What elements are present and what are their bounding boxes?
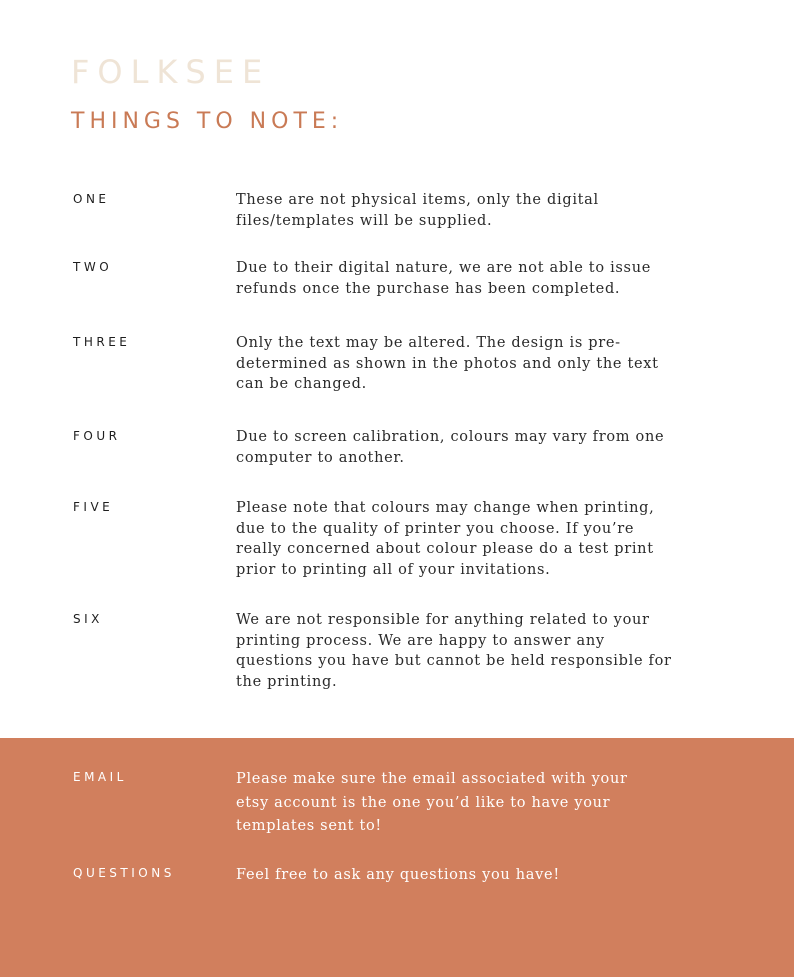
note-label: TWO — [73, 260, 113, 274]
contact-band — [0, 738, 794, 977]
contact-text: Feel free to ask any questions you have! — [236, 867, 560, 883]
contact-label: QUESTIONS — [73, 866, 175, 880]
note-label: FIVE — [73, 500, 114, 514]
note-label: FOUR — [73, 429, 121, 443]
contact-label: EMAIL — [73, 770, 127, 784]
note-text: Only the text may be altered. The design is pre-determined as shown in the photos and only the text can be changed. — [236, 335, 659, 393]
note-text: These are not physical items, only the digital files/templates will be supplied. — [236, 192, 599, 229]
brand-logo: FOLKSEE — [71, 53, 271, 91]
contact-text: Please make sure the email associated with your etsy account is the one you’d like to have your templates sent to! — [236, 771, 628, 834]
note-label: THREE — [73, 335, 131, 349]
note-text: Please note that colours may change when printing, due to the quality of printer you choose. If you’re really concerned about colour please do a test print prior to printing all of your invitations. — [236, 500, 655, 578]
note-text: We are not responsible for anything related to your printing process. We are happy to answer any questions you have but cannot be held responsible for the printing. — [236, 612, 672, 690]
note-text: Due to their digital nature, we are not able to issue refunds once the purchase has been completed. — [236, 260, 652, 297]
note-label: SIX — [73, 612, 103, 626]
page-title: THINGS TO NOTE: — [71, 109, 344, 134]
note-label: ONE — [73, 192, 110, 206]
note-text: Due to screen calibration, colours may vary from one computer to another. — [236, 429, 665, 466]
